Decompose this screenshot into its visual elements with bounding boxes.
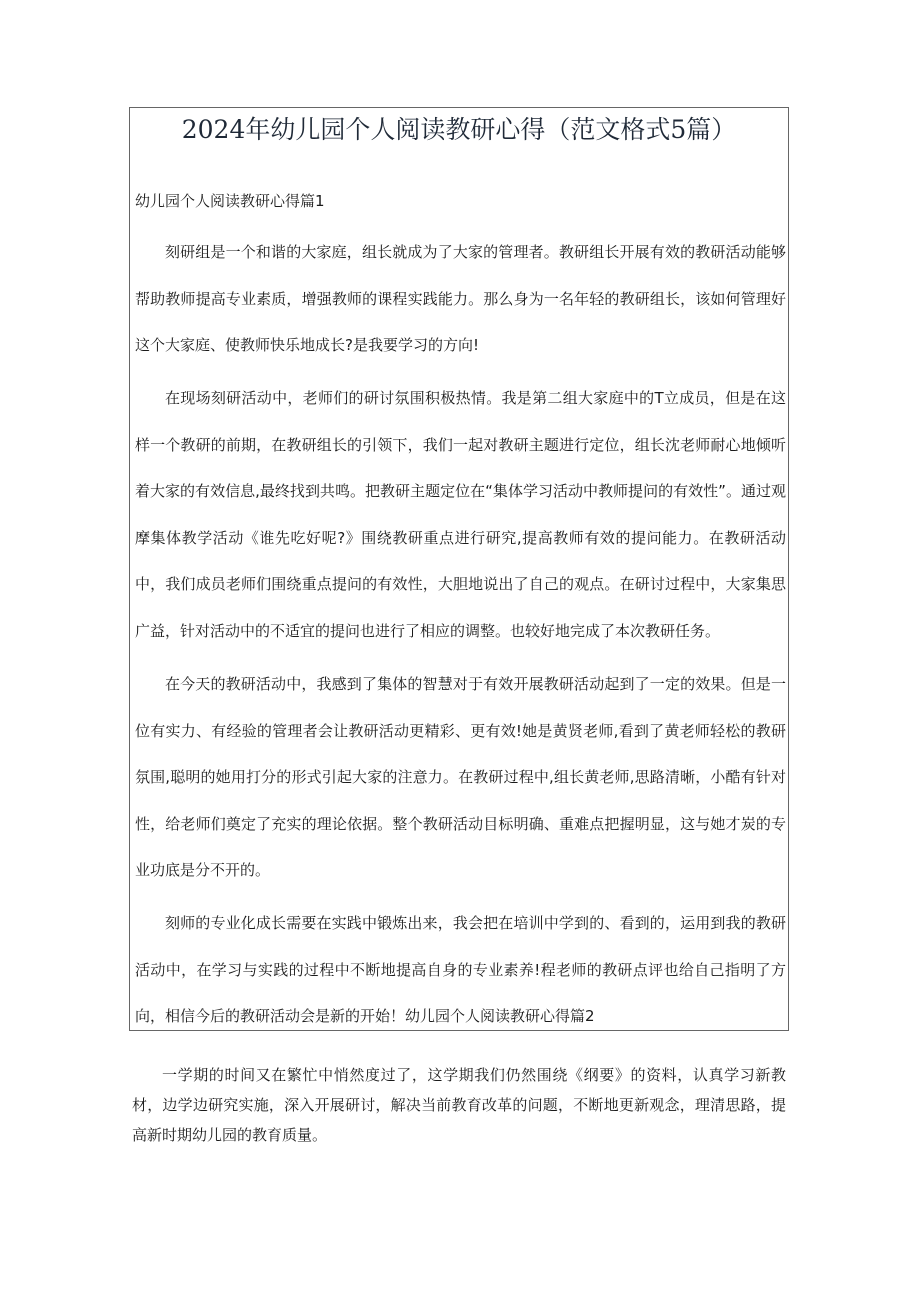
document-title: 2024年幼儿园个人阅读教研心得（范文格式5篇）: [181, 115, 737, 144]
paragraph-1: 刻研组是一个和谐的大家庭，组长就成为了大家的管理者。教研组长开展有效的教研活动能够帮助教师提高专业素质，增强教师的课程实践能力。那么身为一名年轻的教研组长，该如何管理好这个大家庭、使教师快乐地成长?是我要学习的方向!: [135, 243, 786, 354]
paragraph-2: 在现场刻研活动中，老师们的研讨氛围积极热情。我是第二组大家庭中的T立成员，但是在这样一个教研的前期，在教研组长的引领下，我们一起对教研主题进行定位，组长沈老师耐心地倾听着大家的有效信息,最终找到共鸣。把教研主题定位在“集体学习活动中教师提问的有效性”。通过观摩集体教学活动《谁先吃好呢?》围绕教研重点进行研究,提高教师有效的提问能力。在教研活动中，我们成员老师们围绕重点提问的有效性，大胆地说出了自己的观点。在研讨过程中，大家集思广益，针对活动中的不适宜的提问也进行了相应的调整。也较好地完成了本次教研任务。: [135, 389, 786, 640]
section-heading: 幼儿园个人阅读教研心得篇1: [135, 192, 325, 210]
paragraph-after-frame: 一学期的时间又在繁忙中悄然度过了，这学期我们仍然围绕《纲要》的资料，认真学习新教材，边学边研究实施，深入开展研讨，解决当前教育改革的问题，不断地更新观念，理清思路，提高新时期幼儿园的教育质量。: [132, 1066, 786, 1144]
paragraph-4: 刻师的专业化成长需要在实践中锻炼出来，我会把在培训中学到的、看到的，运用到我的教研活动中，在学习与实践的过程中不断地提高自身的专业素养!程老师的教研点评也给自己指明了方向，相信今后的教研活动会是新的开始！幼儿园个人阅读教研心得篇2: [135, 914, 786, 1025]
paragraph-3: 在今天的教研活动中，我感到了集体的智慧对于有效开展教研活动起到了一定的效果。但是一位有实力、有经验的管理者会让教研活动更精彩、更有效!她是黄贤老师,看到了黄老师轻松的教研氛围,聪明的她用打分的形式引起大家的注意力。在教研过程中,组长黄老师,思路清晰，小酷有针对性，给老师们奠定了充实的理论依据。整个教研活动目标明确、重难点把握明显，这与她才炭的专业功底是分不开的。: [135, 675, 786, 879]
